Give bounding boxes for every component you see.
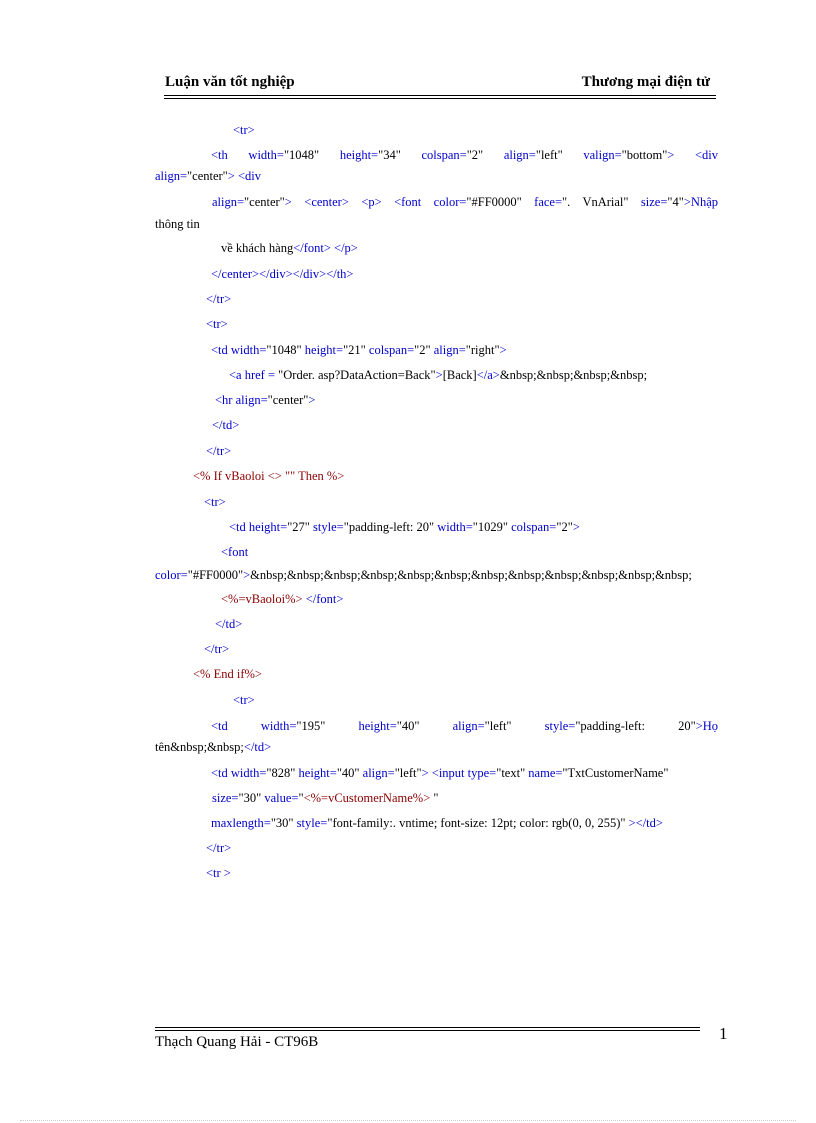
code-line: </center></div></div></th> — [211, 267, 354, 281]
code-line: <tr> — [233, 123, 255, 137]
code-line: <%=vBaoloi%> </font> — [221, 592, 344, 606]
code-line: <th width="1048" height="34" colspan="2" align="left" valign="bottom"> <div — [211, 148, 719, 162]
header-title-right: Thương mại điện tử — [581, 74, 710, 90]
page-bottom-border — [20, 1120, 796, 1121]
code-line: <hr align="center"> — [215, 393, 316, 407]
header-title-left: Luận văn tốt nghiệp — [165, 74, 295, 90]
code-line: </tr> — [206, 841, 232, 855]
code-line: color="#FF0000">&nbsp;&nbsp;&nbsp;&nbsp;&nbsp;&nbsp;&nbsp;&nbsp;&nbsp;&nbsp;&nbsp;&nbsp; — [155, 568, 692, 582]
footer-author: Thạch Quang Hải - CT96B — [155, 1034, 319, 1050]
page-number: 1 — [719, 1024, 728, 1043]
code-line: <td width="195" height="40" align="left" style="padding-left: 20">Họ — [211, 719, 719, 733]
code-line: <% If vBaoloi <> "" Then %> — [193, 469, 345, 483]
code-line: <tr > — [206, 866, 231, 880]
header-rule — [164, 98, 716, 99]
code-line: <tr> — [204, 495, 226, 509]
footer-rule — [155, 1030, 700, 1031]
code-line: maxlength="30" style="font-family:. vntime; font-size: 12pt; color: rgb(0, 0, 255)" ></td> — [211, 816, 663, 830]
code-line: <td width="1048" height="21" colspan="2" align="right"> — [211, 343, 507, 357]
code-line: </td> — [212, 418, 240, 432]
code-line: </tr> — [206, 444, 232, 458]
code-line: <td height="27" style="padding-left: 20" width="1029" colspan="2"> — [229, 520, 580, 534]
code-line: <font — [221, 545, 249, 559]
code-line: size="30" value="<%=vCustomerName%> " — [212, 791, 439, 805]
code-line: thông tin — [155, 217, 200, 231]
code-line: <a href = "Order. asp?DataAction=Back">[Back]</a>&nbsp;&nbsp;&nbsp;&nbsp; — [229, 368, 648, 382]
code-line: <td width="828" height="40" align="left"> <input type="text" name="TxtCustomerName" — [211, 766, 669, 780]
code-line: </tr> — [206, 292, 232, 306]
code-line: <tr> — [233, 693, 255, 707]
header-rule — [164, 95, 716, 96]
code-line: </tr> — [204, 642, 230, 656]
code-line: tên&nbsp;&nbsp;</td> — [155, 740, 272, 754]
code-line: <% End if%> — [193, 667, 262, 681]
code-line: align="center"> <div — [155, 169, 261, 183]
code-line: align="center"> <center> <p> <font color="#FF0000" face=". VnArial" size="4">Nhập — [212, 195, 718, 209]
footer-rule — [155, 1027, 700, 1028]
code-line: </td> — [215, 617, 243, 631]
code-line: về khách hàng</font> </p> — [221, 241, 358, 255]
code-line: <tr> — [206, 317, 228, 331]
